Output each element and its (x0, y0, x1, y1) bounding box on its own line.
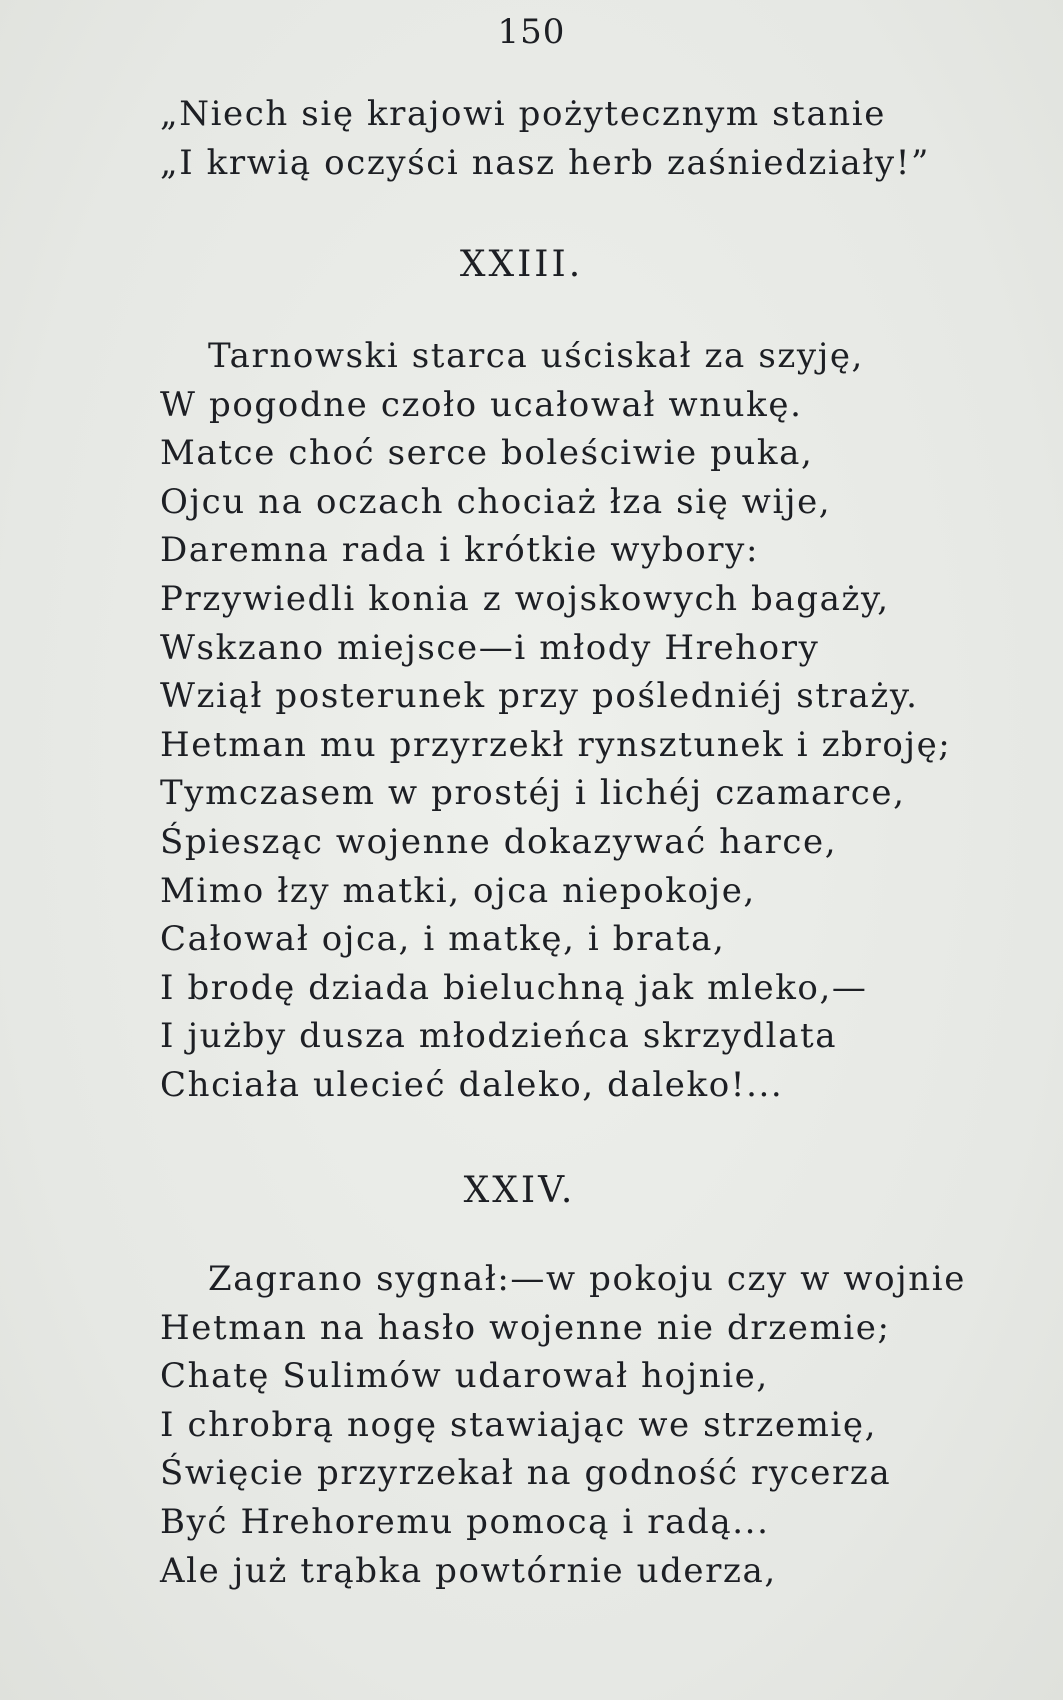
poem-line: I brodę dziada bieluchną jak mleko,— (160, 967, 868, 1008)
poem-line: „I krwią oczyści nasz herb zaśniedziały!” (160, 142, 930, 183)
poem-line: Daremna rada i krótkie wybory: (160, 530, 760, 571)
poem-line: Śpiesząc wojenne dokazywać harce, (160, 821, 838, 862)
stanza-xxiii (160, 332, 980, 1110)
poem-line: Zagrano sygnał:—w pokoju czy w wojnie (208, 1259, 966, 1299)
page-number: 150 (497, 12, 566, 52)
poem-line: Być Hrehoremu pomocą i radą... (160, 1501, 770, 1542)
poem-line: W pogodne czoło ucałował wnukę. (160, 384, 803, 425)
poem-line: Ojcu na oczach chociaż łza się wije, (160, 481, 832, 522)
poem-line: I chrobrą nogę stawiając we strzemię, (160, 1404, 878, 1445)
poem-line: Mimo łzy matki, ojca niepokoje, (160, 870, 756, 911)
poem-line: Wziął posterunek przy pośledniéj straży. (160, 676, 919, 717)
poem-line: Matce choć serce boleściwie puka, (160, 433, 814, 474)
section-heading-xxiii: XXIII. (459, 244, 584, 285)
poem-line: Tarnowski starca uściskał za szyję, (208, 336, 864, 376)
poem-line: Święcie przyrzekał na godność rycerza (160, 1453, 892, 1494)
poem-line: Chatę Sulimów udarował hojnie, (160, 1356, 769, 1397)
poem-line: „Niech się krajowi pożytecznym stanie (160, 94, 887, 134)
poem-line: Ale już trąbka powtórnie uderza, (160, 1550, 777, 1591)
poem-line: Całował ojca, i matkę, i brata, (160, 919, 726, 960)
poem-line: Przywiedli konia z wojskowych bagaży, (160, 578, 890, 619)
poem-line: Chciała ulecieć daleko, daleko!... (160, 1064, 784, 1105)
poem-line: Hetman mu przyrzekł rynsztunek i zbroję; (160, 724, 952, 765)
section-heading-xxiv: XXIV. (463, 1170, 576, 1211)
stanza-xxiv (160, 1255, 980, 1595)
poem-line: Tymczasem w prostéj i lichéj czamarce, (160, 773, 906, 814)
poem-line: I jużby dusza młodzieńca skrzydlata (160, 1016, 838, 1057)
stanza-previous-ending (160, 90, 980, 187)
poem-line: Wskzano miejsce—i młody Hrehory (160, 627, 820, 668)
poem-line: Hetman na hasło wojenne nie drzemie; (160, 1307, 891, 1348)
